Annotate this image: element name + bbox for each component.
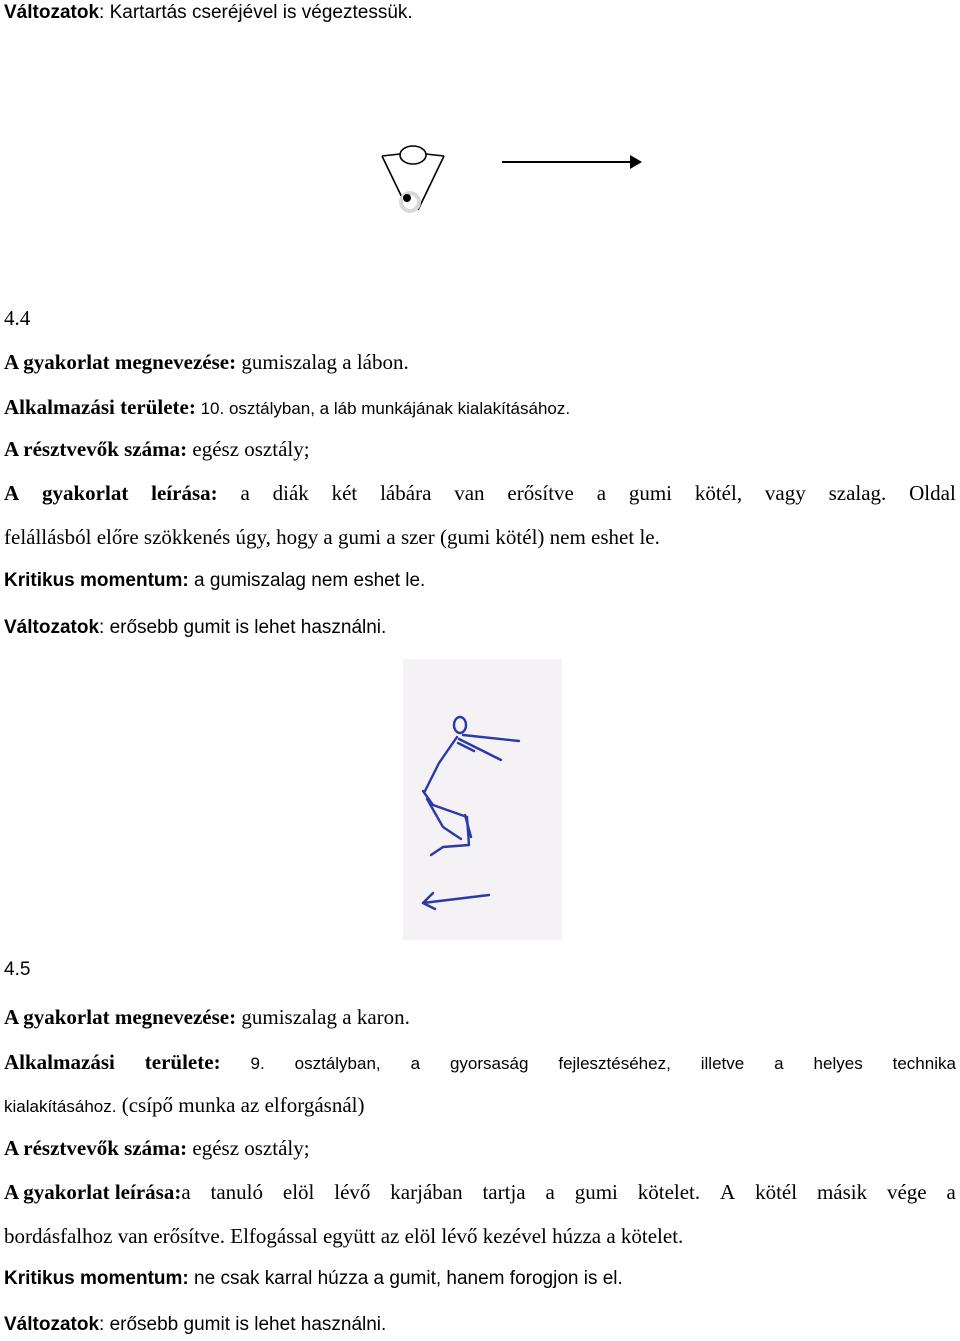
critical-moment-label: Kritikus momentum:: [4, 570, 189, 591]
variants-text: : Kartartás cseréjével is végeztessük.: [99, 2, 413, 23]
variants-text: : erősebb gumit is lehet használni.: [99, 617, 387, 638]
critical-moment-2: [4, 1268, 623, 1290]
variants-line-2: [4, 1314, 386, 1336]
exercise-number-2: 4.5: [4, 959, 31, 980]
critical-moment: [4, 570, 425, 592]
application-area-2: Alkalmazási területe: 9. osztályban, a gyorsaság fejlesztéséhez, illetve a helyes technika: [4, 1050, 956, 1074]
exercise-name-text: gumiszalag a karon.: [236, 1005, 410, 1029]
participants-label: A résztvevők száma:: [4, 1136, 188, 1160]
exercise-name: [4, 350, 409, 375]
application-area-label: Alkalmazási területe:: [4, 395, 196, 419]
application-area-2-line-2: kialakításához. (csípő munka az elforgásnál): [4, 1093, 365, 1117]
exercise-sketch-image: [403, 659, 562, 940]
application-area-text: 10. osztályban, a láb munkájának kialakításához.: [195, 399, 571, 418]
variants-label: Változatok: [4, 2, 100, 23]
variants-line-top: [4, 2, 413, 24]
exercise-name-2: [4, 1005, 410, 1030]
exercise-name-label: A gyakorlat megnevezése:: [4, 1005, 237, 1029]
participants-text: egész osztály;: [187, 1136, 310, 1160]
critical-moment-text: ne csak karral húzza a gumit, hanem forogjon is el.: [188, 1268, 623, 1289]
exercise-number: 4.4: [4, 306, 31, 330]
description-line-2: felállásból előre szökkenés úgy, hogy a gumi a szer (gumi kötél) nem eshet le.: [4, 525, 660, 549]
variants-text: : erősebb gumit is lehet használni.: [99, 1314, 387, 1335]
variants-label: Változatok: [4, 1314, 100, 1335]
participants: [4, 437, 310, 462]
participants-text: egész osztály;: [187, 437, 310, 461]
description-line-1: A gyakorlat leírása: a diák két lábára van erősítve a gumi kötél, vagy szalag. Oldal: [4, 481, 956, 505]
participants-label: A résztvevők száma:: [4, 437, 188, 461]
critical-moment-text: a gumiszalag nem eshet le.: [188, 570, 426, 591]
exercise-name-label: A gyakorlat megnevezése:: [4, 350, 237, 374]
formation-diagram: [370, 140, 660, 220]
arrow-right-icon: [502, 155, 642, 169]
application-area: [4, 395, 570, 420]
exercise-name-text: gumiszalag a lábon.: [236, 350, 409, 374]
description-2-line-2: bordásfalhoz van erősítve. Elfogással együtt az elöl lévő kezével húzza a kötelet.: [4, 1224, 684, 1248]
critical-moment-label: Kritikus momentum:: [4, 1268, 189, 1289]
variants-line: [4, 617, 386, 639]
variants-label: Változatok: [4, 617, 100, 638]
ball-icon: [399, 191, 421, 213]
participants-2: [4, 1136, 310, 1161]
description-2-line-1: A gyakorlat leírása:a tanuló elöl lévő karjában tartja a gumi kötelet. A kötél másik vége a: [4, 1180, 956, 1204]
